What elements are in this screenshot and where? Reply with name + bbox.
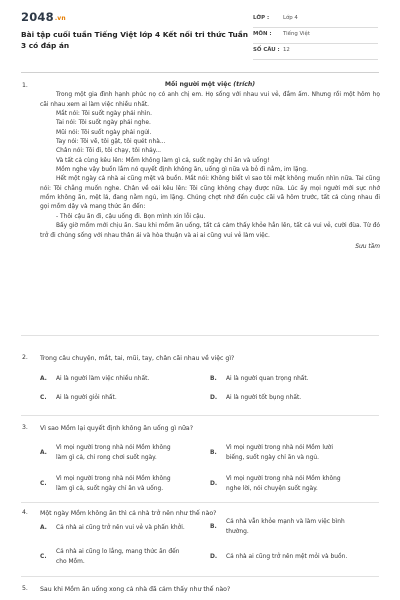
question-divider xyxy=(21,335,379,336)
passage-line: - Thôi cậu ăn đi, cậu uống đi. Bọn mình xin lỗi cậu. xyxy=(56,213,206,220)
option-d[interactable] xyxy=(210,394,380,403)
option-text: Ai là người quan trọng nhất. xyxy=(226,376,309,382)
option-c[interactable] xyxy=(40,548,210,568)
document-title: Bài tập cuối tuần Tiếng Việt lớp 4 Kết nối tri thức Tuần 3 có đáp án xyxy=(21,30,249,50)
option-text-line1: Vì mọi người trong nhà nói Mồm lười xyxy=(226,445,333,451)
passage-paragraph: Hết một ngày cả nhà ai cũng mệt và buồn. Mắt nói: Không biết vì sao tôi mệt không muốn nhìn nữa. Tai cũng nói: Tôi chẳng muốn nghe. Chân về oải kêu lên: Tôi cũng không chạy được nữa. Lúc ấy mọi người mới sực nhớ mồm không ăn, mệt lả, đang nằm ngủ, im lặng. Chúng chợt nhớ đến cuộc cãi vã hôm trước, tất cả cùng nhau đi gọi mồm dậy và mang thức ăn đến: xyxy=(40,176,380,211)
option-letter: C. xyxy=(40,554,47,560)
question-number: 1. xyxy=(22,82,28,89)
option-b[interactable] xyxy=(210,375,380,384)
option-letter: B. xyxy=(210,524,217,530)
option-letter: D. xyxy=(210,395,218,401)
logo-main: 2048 xyxy=(21,10,54,24)
option-letter: D. xyxy=(210,554,218,560)
option-c[interactable] xyxy=(40,394,210,403)
option-a[interactable] xyxy=(40,375,210,384)
option-letter: B. xyxy=(210,450,217,456)
option-letter: A. xyxy=(40,376,47,382)
meta-row-class xyxy=(253,12,378,28)
option-b[interactable] xyxy=(210,518,380,538)
meta-row-count xyxy=(253,44,378,60)
header xyxy=(0,0,400,72)
option-d[interactable] xyxy=(210,553,380,573)
meta-label: SỐ CÂU : xyxy=(253,47,280,53)
meta-row-subject xyxy=(253,28,378,44)
option-letter: A. xyxy=(40,525,47,531)
passage-line: Mồm nghe vậy buồn lắm nó quyết định không ăn, uống gì nữa và bỏ đi nằm, im lặng. xyxy=(56,167,308,174)
passage-paragraph: Bấy giờ mồm mới chịu ăn. Sau khi mồm ăn uống, tất cả cảm thấy khỏe hẳn lên, tất cả vui vẻ, cười đùa. Từ đó trở đi chúng sống với nhau thân ái và hòa thuận và ai ai cũng vui vẻ làm việc. xyxy=(40,223,380,239)
question-number: 3. xyxy=(22,424,28,431)
option-text-line1: Vì mọi người trong nhà nói Mồm không xyxy=(226,476,341,482)
option-a[interactable] xyxy=(40,524,210,544)
question-divider xyxy=(21,415,379,416)
option-text: Ai là người giỏi nhất. xyxy=(56,395,117,401)
reading-passage xyxy=(40,80,380,252)
option-text-line2: cho Mồm. xyxy=(56,559,85,565)
option-text-line1: Vì mọi người trong nhà nói Mồm không xyxy=(56,476,171,482)
question-text: Một ngày Mồm không ăn thì cả nhà trở nên như thế nào? xyxy=(40,510,217,517)
passage-line: Chân nói: Tôi đi, tôi chạy, tôi nhảy... xyxy=(56,148,161,155)
option-a[interactable] xyxy=(40,444,210,464)
question-text: Trong câu chuyện, mắt, tai, mũi, tay, chân cãi nhau về việc gì? xyxy=(40,355,235,362)
option-letter: C. xyxy=(40,395,47,401)
meta-value: Lớp 4 xyxy=(283,15,298,21)
question-divider xyxy=(21,576,379,577)
passage-line: Tai nói: Tôi suốt ngày phải nghe. xyxy=(56,120,151,127)
passage-line: Mũi nói: Tôi suốt ngày phải ngửi. xyxy=(56,129,152,136)
passage-title xyxy=(40,80,380,89)
meta-label: LỚP : xyxy=(253,15,270,21)
header-divider xyxy=(21,72,379,73)
option-letter: A. xyxy=(40,450,47,456)
option-text-line2: nghe lời, nói chuyện suốt ngày. xyxy=(226,486,318,492)
option-text-line1: Cả nhà ai cũng trở nên vui vẻ và phấn khởi. xyxy=(56,525,185,531)
logo[interactable] xyxy=(21,10,66,24)
meta-table xyxy=(253,12,378,60)
passage-title-main: Mồi người một việc xyxy=(164,81,232,88)
passage-line: Mắt nói: Tôi suốt ngày phải nhìn. xyxy=(56,111,152,118)
meta-label: MÔN : xyxy=(253,31,272,37)
option-text-line2: làm gì cả, suốt ngày chỉ ăn và uống. xyxy=(56,486,164,492)
option-text-line2: thường. xyxy=(226,529,249,535)
option-text: Ai là người làm việc nhiều nhất. xyxy=(56,376,150,382)
option-letter: B. xyxy=(210,376,217,382)
option-letter: D. xyxy=(210,481,218,487)
passage-paragraph: Trong một gia đình hạnh phúc nọ có anh chị em. Họ sống với nhau vui vẻ, đầm ấm. Nhưng rồi một hôm họ cãi nhau xem ai làm việc nhiều nhất. xyxy=(40,92,380,108)
option-letter: C. xyxy=(40,481,47,487)
meta-value: Tiếng Việt xyxy=(283,31,310,37)
option-d[interactable] xyxy=(210,475,380,495)
question-text: Sau khi Mồm ăn uống xong cả nhà đã cảm thấy như thế nào? xyxy=(40,586,231,593)
option-text-line2: biếng, suốt ngày chỉ ăn và ngủ. xyxy=(226,455,319,461)
passage-line: Tay nói: Tôi vẽ, tôi gặt, tôi quét nhà... xyxy=(56,139,166,146)
option-text-line1: Cả nhà ai cũng trở nên mệt mỏi và buồn. xyxy=(226,554,348,560)
question-number: 2. xyxy=(22,354,28,361)
passage-title-note: (trích) xyxy=(233,81,256,88)
option-text-line1: Vì mọi người trong nhà nói Mồm không xyxy=(56,445,171,451)
option-c[interactable] xyxy=(40,475,210,495)
logo-suffix: .vn xyxy=(54,15,66,22)
passage-line: Và tất cả cùng kêu lên: Mồm không làm gì cả, suốt ngày chỉ ăn và uống! xyxy=(56,157,270,164)
option-text-line1: Cả nhà vẫn khỏe mạnh và làm việc bình xyxy=(226,519,345,525)
question-number: 4. xyxy=(22,509,28,516)
passage-source: Sưu tầm xyxy=(355,243,380,250)
question-divider xyxy=(21,502,379,503)
option-text-line2: làm gì cả, chỉ rong chơi suốt ngày. xyxy=(56,455,157,461)
question-text: Vì sao Mồm lại quyết định không ăn uống gì nữa? xyxy=(40,425,194,432)
option-b[interactable] xyxy=(210,444,380,464)
meta-value: 12 xyxy=(283,47,290,53)
option-text-line1: Cả nhà ai cũng lo lắng, mang thức ăn đến xyxy=(56,549,180,555)
option-text: Ai là người tốt bụng nhất. xyxy=(226,395,302,401)
question-number: 5. xyxy=(22,585,28,592)
